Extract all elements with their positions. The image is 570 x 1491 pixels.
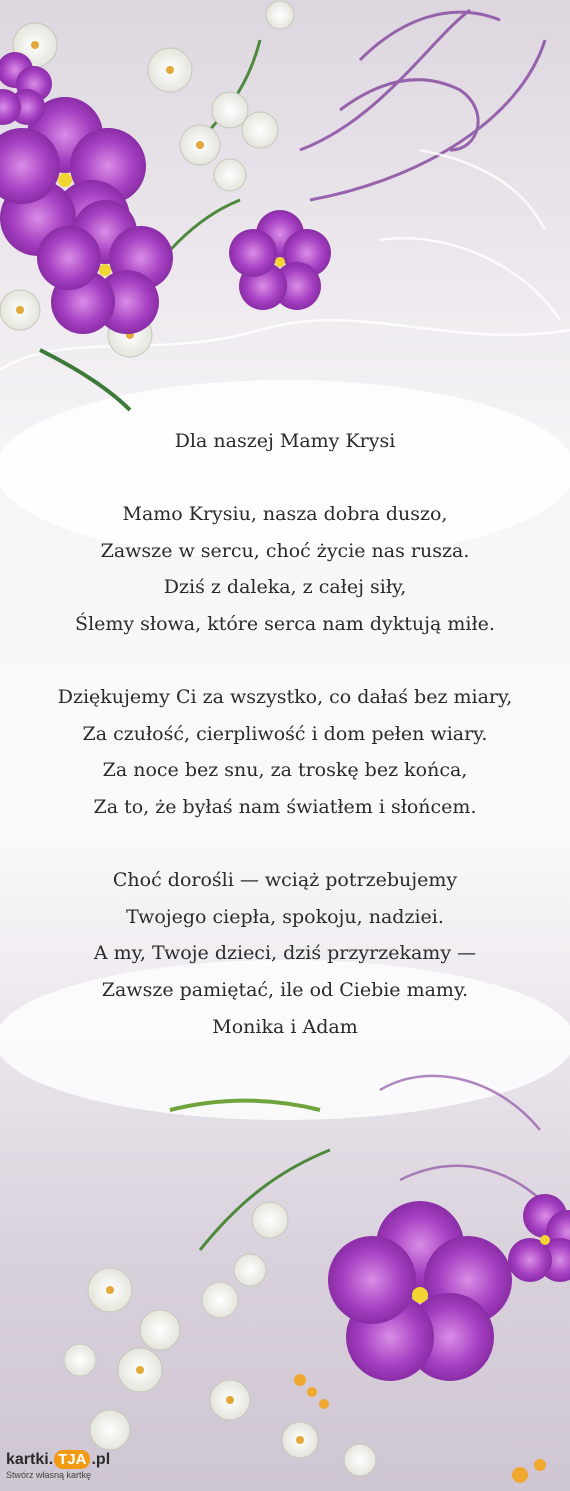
poem-line: Zawsze pamiętać, ile od Ciebie mamy. bbox=[101, 978, 469, 1001]
poem-line: A my, Twoje dzieci, dziś przyrzekamy — bbox=[93, 942, 477, 965]
poem-line: Za to, że byłaś nam światłem i słońcem. bbox=[93, 795, 477, 818]
poem-signature: Monika i Adam bbox=[212, 1015, 358, 1038]
logo-name-right: .pl bbox=[91, 1451, 111, 1468]
poem-line: Za noce bez snu, za troskę bez końca, bbox=[102, 759, 468, 782]
poem-line: Twojego ciepła, spokoju, nadziei. bbox=[126, 905, 444, 928]
poem-blank-line bbox=[0, 826, 570, 863]
poem-line: Choć dorośli — wciąż potrzebujemy bbox=[112, 869, 458, 892]
logo-name-left: kartki. bbox=[6, 1451, 54, 1468]
poem-blank-line bbox=[0, 460, 570, 497]
top-swirls bbox=[300, 10, 545, 200]
poem-line: Za czułość, cierpliwość i dom pełen wiary. bbox=[82, 722, 488, 745]
poem-line: Dziękujemy Ci za wszystko, co dałaś bez miary, bbox=[57, 686, 513, 709]
poem-line: Ślemy słowa, które serca nam dyktują miłe. bbox=[75, 612, 495, 635]
poem-blank-line bbox=[0, 643, 570, 680]
logo-wordmark bbox=[6, 1450, 110, 1469]
top-bouquet bbox=[0, 1, 331, 410]
poem-line: Zawsze w sercu, choć życie nas rusza. bbox=[100, 539, 470, 562]
logo-badge: TJA bbox=[54, 1450, 90, 1469]
poem-line: Dziś z daleka, z całej siły, bbox=[163, 576, 407, 599]
poem-line: Mamo Krysiu, nasza dobra duszo, bbox=[122, 503, 448, 526]
bottom-bouquet bbox=[64, 1076, 570, 1483]
logo-tagline: Stwórz własną kartkę bbox=[6, 1470, 92, 1480]
poem-title: Dla naszej Mamy Krysi bbox=[174, 430, 396, 452]
kartki-logo[interactable] bbox=[6, 1450, 110, 1488]
poem-text bbox=[0, 423, 570, 1045]
